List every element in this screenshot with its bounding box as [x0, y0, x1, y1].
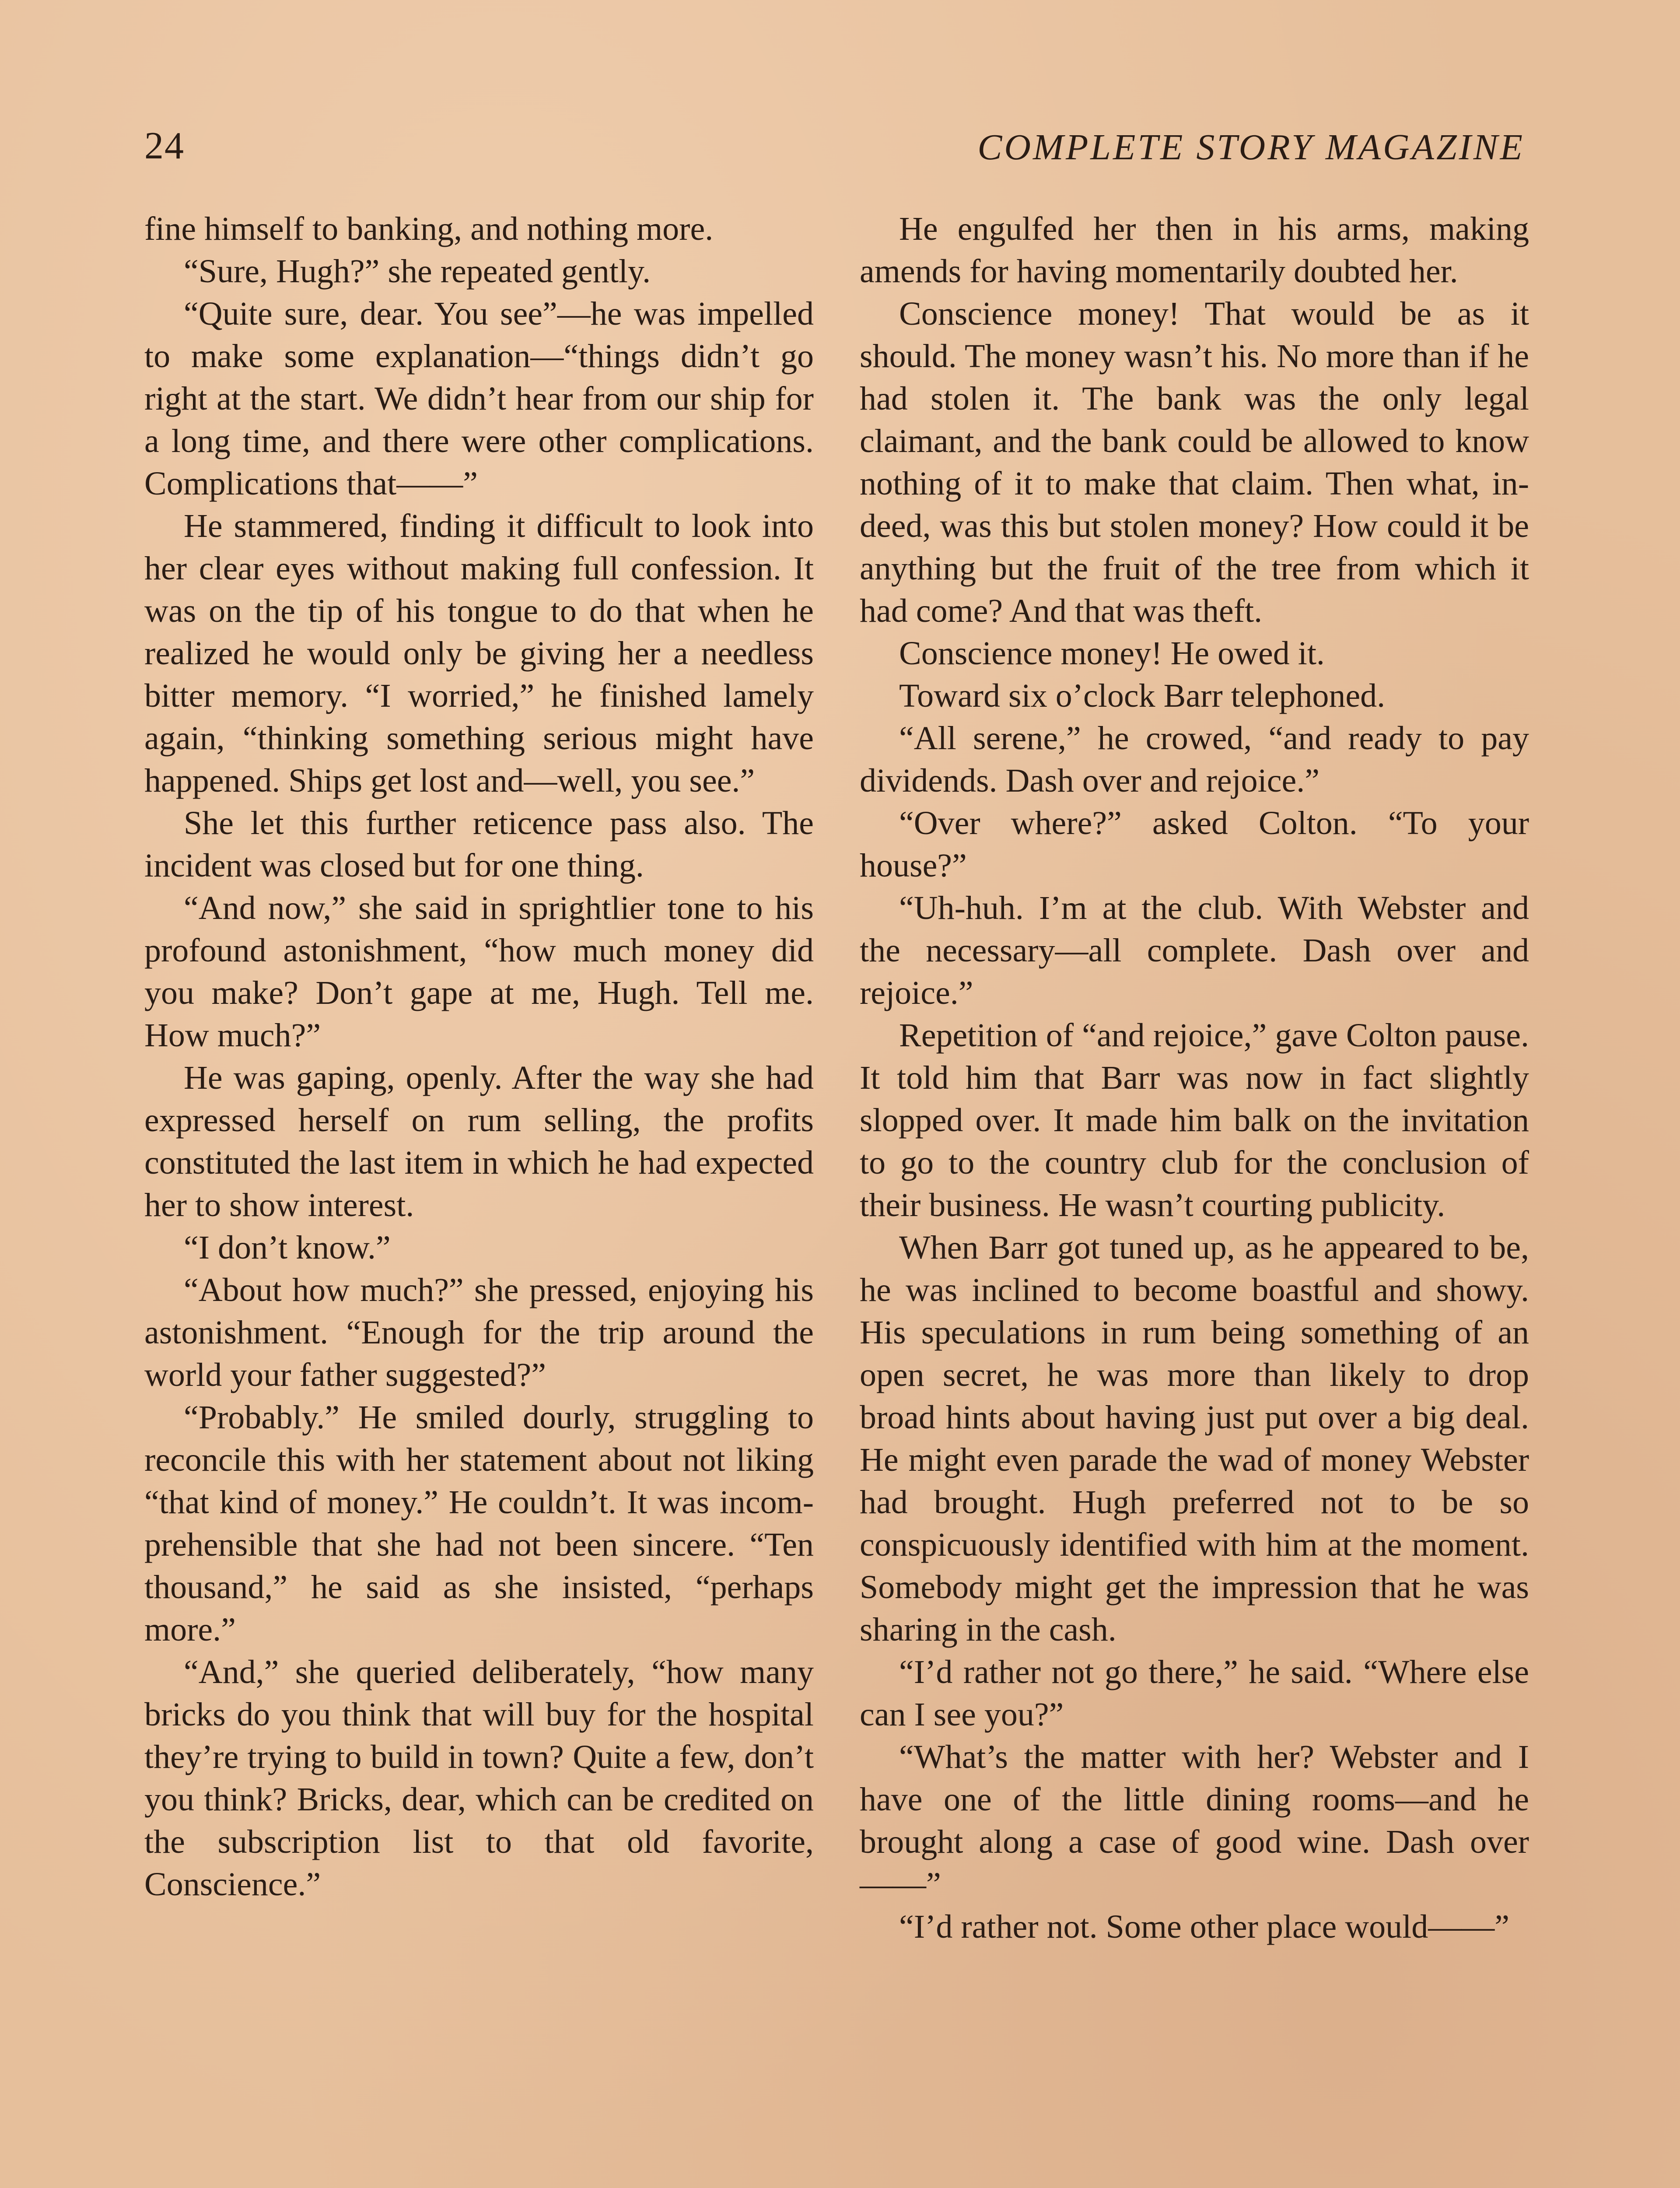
paragraph: “Probably.” He smiled dourly, struggling to reconcile this with her statement about not liking “that kind of money.” He couldn’t. It was incomprehensible that she had not been sincere. “Ten thousand,” he said as she insisted, “perhaps more.”: [144, 1399, 814, 1648]
page-number: 24: [144, 125, 185, 167]
paragraph: He engulfed her then in his arms, making amends for having momentarily doubted her.: [860, 210, 1529, 290]
paragraph: fine himself to banking, and nothing more.: [144, 210, 714, 247]
paragraph: She let this further reticence pass also. The incident was closed but for one thing.: [144, 805, 814, 884]
paragraph: Conscience money! That would be as it should. The money wasn’t his. No more than if he had stolen it. The bank was the only legal claimant, and the bank could be allowed to know nothing of it to make that claim. Then what, indeed, was this but stolen money? How could it be anything but the fruit of the tree from which it had come? And that was theft.: [860, 295, 1529, 629]
paragraph: “About how much?” she pressed, enjoying his astonishment. “Enough for the trip around the world your father suggested?”: [144, 1272, 814, 1393]
paragraph: “And,” she queried deliberately, “how many bricks do you think that will buy for the hospital they’re trying to build in town? Quite a few, don’t you think? Bricks, dear, which can be credited on the subscription list to that old favorite, Conscience.”: [144, 1654, 814, 1903]
paragraph: “All serene,” he crowed, “and ready to pay dividends. Dash over and rejoice.”: [860, 720, 1529, 799]
paragraph: Conscience money! He owed it.: [899, 635, 1325, 672]
paragraph: When Barr got tuned up, as he appeared to be, he was inclined to become boastful and showy. His speculations in rum being something of an open secret, he was more than likely to drop broad hints about having just put over a big deal. He might even parade the wad of money Webster had brought. Hugh preferred not to be so conspicuously identified with him at the moment. Somebody might get the impression that he was sharing in the cash.: [860, 1229, 1529, 1648]
paragraph: “And now,” she said in sprightlier tone to his profound astonishment, “how much money did you make? Don’t gape at me, Hugh. Tell me. How much?”: [144, 890, 814, 1054]
paragraph: He stammered, finding it difficult to look into her clear eyes without making full confession. It was on the tip of his tongue to do that when he realized he would only be giving her a needless bitter memory. “I worried,” he finished lamely again, “thinking something serious might have happened. Ships get lost and—well, you see.”: [144, 508, 814, 799]
paragraph: “I’d rather not. Some other place would——”: [899, 1908, 1509, 1945]
running-head: COMPLETE STORY MAGAZINE: [977, 127, 1525, 168]
paragraph: “Quite sure, dear. You see”—he was impelled to make some explanation—“things didn’t go right at the start. We didn’t hear from our ship for a long time, and there were other complications. Complications that——”: [144, 295, 814, 502]
right-column: [860, 208, 1529, 1948]
paragraph: Repetition of “and rejoice,” gave Colton pause. It told him that Barr was now in fact slightly slopped over. It made him balk on the invitation to go to the country club for the conclusion of their business. He wasn’t courting publicity.: [860, 1017, 1529, 1224]
paragraph: “I’d rather not go there,” he said. “Where else can I see you?”: [860, 1654, 1529, 1733]
paragraph: He was gaping, openly. After the way she had expressed herself on rum selling, the profits constituted the last item in which he had expected her to show interest.: [144, 1059, 814, 1224]
paragraph: Toward six o’clock Barr telephoned.: [899, 677, 1386, 714]
paragraph: “Over where?” asked Colton. “To your house?”: [860, 805, 1529, 884]
paragraph: “Sure, Hugh?” she repeated gently.: [184, 253, 651, 290]
left-column: [144, 208, 814, 1906]
paragraph: “I don’t know.”: [184, 1229, 391, 1266]
paragraph: “Uh-huh. I’m at the club. With Webster and the necessary—all complete. Dash over and rejoice.”: [860, 890, 1529, 1011]
paragraph: “What’s the matter with her? Webster and I have one of the little dining rooms—and he brought along a case of good wine. Dash over——”: [860, 1739, 1529, 1903]
